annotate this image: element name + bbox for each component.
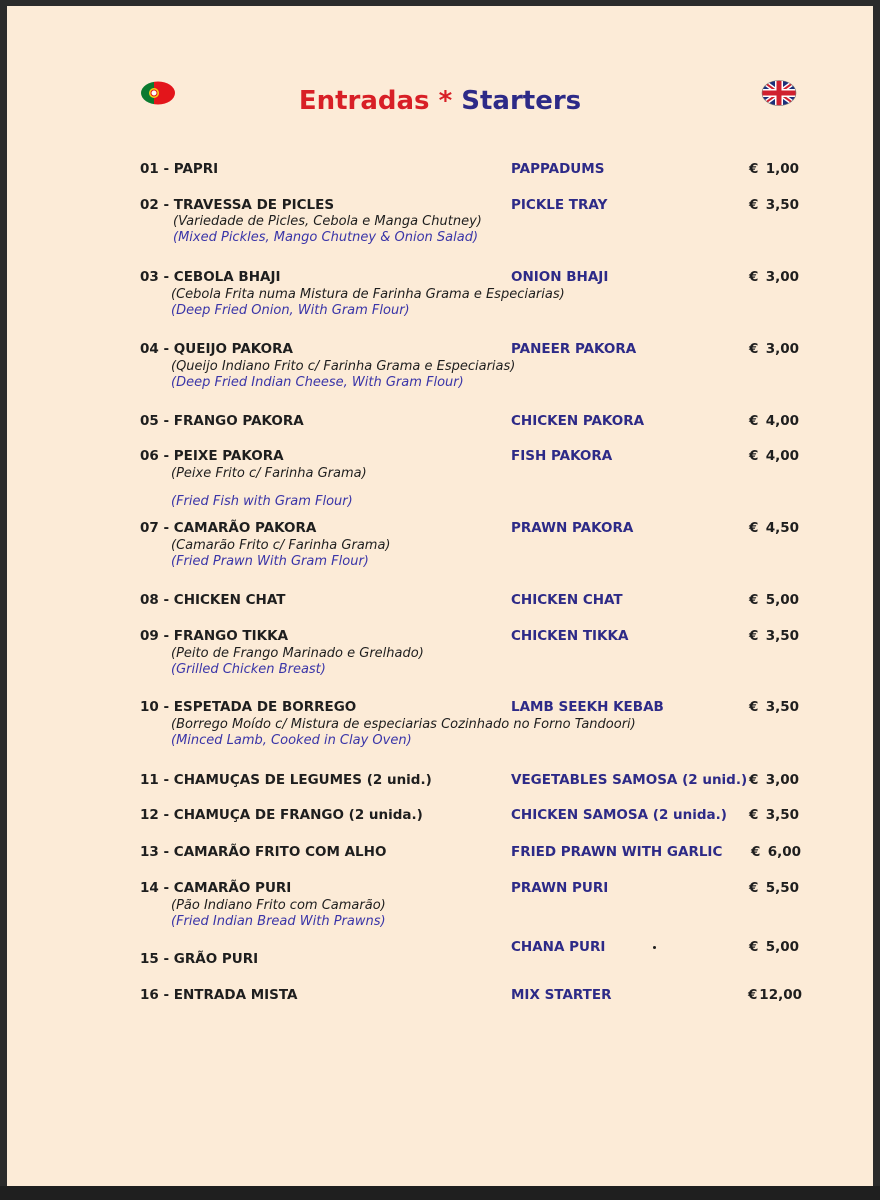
- currency-symbol: €: [751, 844, 761, 860]
- item-name-en: CHANA PURI: [511, 939, 606, 955]
- item-name-pt: 11 - CHAMUÇAS DE LEGUMES (2 unid.): [140, 772, 432, 788]
- price-amount: 4,00: [765, 413, 799, 429]
- item-name-pt: 16 - ENTRADA MISTA: [140, 987, 298, 1003]
- title-english: Starters: [461, 86, 582, 116]
- item-name-pt: 04 - QUEIJO PAKORA: [140, 341, 293, 357]
- item-name-pt: 03 - CEBOLA BHAJI: [140, 269, 281, 285]
- currency-symbol: €: [749, 520, 759, 536]
- stray-dot: [653, 946, 656, 949]
- item-name-en: LAMB SEEKH KEBAB: [511, 699, 664, 715]
- item-name-en: CHICKEN SAMOSA (2 unida.): [511, 807, 727, 823]
- item-description-en: (Grilled Chicken Breast): [171, 662, 326, 677]
- item-name-en: FISH PAKORA: [511, 448, 613, 464]
- menu-page: [7, 6, 873, 1186]
- item-description-en: (Minced Lamb, Cooked in Clay Oven): [171, 733, 412, 748]
- price-amount: 3,50: [765, 699, 799, 715]
- item-name-pt: 05 - FRANGO PAKORA: [140, 413, 304, 429]
- item-description-pt: (Borrego Moído c/ Mistura de especiarias Cozinhado no Forno Tandoori): [171, 717, 636, 732]
- item-name-en: VEGETABLES SAMOSA (2 unid.): [511, 772, 748, 788]
- item-name-en: CHICKEN PAKORA: [511, 413, 645, 429]
- price-amount: 4,50: [765, 520, 799, 536]
- item-description-en: (Mixed Pickles, Mango Chutney & Onion Salad): [173, 230, 479, 245]
- item-name-en: CHICKEN CHAT: [511, 592, 623, 608]
- item-name-en: MIX STARTER: [511, 987, 612, 1003]
- currency-symbol: €: [749, 341, 759, 357]
- currency-symbol: €: [749, 699, 759, 715]
- currency-symbol: €: [749, 448, 759, 464]
- item-description-en: (Deep Fried Onion, With Gram Flour): [171, 303, 410, 318]
- item-description-pt: (Peixe Frito c/ Farinha Grama): [171, 466, 367, 481]
- item-name-en: PAPPADUMS: [511, 161, 605, 177]
- currency-symbol: €: [749, 807, 759, 823]
- uk-flag-icon: [761, 80, 797, 106]
- currency-symbol: €: [748, 987, 758, 1003]
- currency-symbol: €: [749, 628, 759, 644]
- item-description-pt: (Camarão Frito c/ Farinha Grama): [171, 538, 391, 553]
- item-name-pt: 06 - PEIXE PAKORA: [140, 448, 284, 464]
- price-amount: 12,00: [759, 987, 802, 1003]
- price-amount: 3,50: [765, 197, 799, 213]
- bottom-edge: [0, 1186, 880, 1200]
- item-name-pt: 07 - CAMARÃO PAKORA: [140, 520, 317, 536]
- currency-symbol: €: [749, 592, 759, 608]
- currency-symbol: €: [749, 269, 759, 285]
- price-amount: 6,00: [767, 844, 801, 860]
- item-name-pt: 13 - CAMARÃO FRITO COM ALHO: [140, 844, 387, 860]
- item-name-en: CHICKEN TIKKA: [511, 628, 629, 644]
- price-amount: 5,00: [765, 592, 799, 608]
- item-description-en: (Fried Fish with Gram Flour): [171, 494, 353, 509]
- price-amount: 3,00: [765, 341, 799, 357]
- item-description-en: (Fried Prawn With Gram Flour): [171, 554, 369, 569]
- item-name-pt: 10 - ESPETADA DE BORREGO: [140, 699, 357, 715]
- price-amount: 4,00: [765, 448, 799, 464]
- item-description-pt: (Variedade de Picles, Cebola e Manga Chutney): [173, 214, 482, 229]
- item-description-en: (Fried Indian Bread With Prawns): [171, 914, 386, 929]
- item-description-pt: (Pão Indiano Frito com Camarão): [171, 898, 386, 913]
- price-amount: 3,00: [765, 269, 799, 285]
- item-description-pt: (Peito de Frango Marinado e Grelhado): [171, 646, 424, 661]
- currency-symbol: €: [749, 939, 759, 955]
- title-asterisk: *: [438, 86, 453, 116]
- item-name-en: PICKLE TRAY: [511, 197, 608, 213]
- price-amount: 3,00: [765, 772, 799, 788]
- item-name-en: PANEER PAKORA: [511, 341, 637, 357]
- item-name-pt: 01 - PAPRI: [140, 161, 219, 177]
- price-amount: 1,00: [765, 161, 799, 177]
- currency-symbol: €: [749, 772, 759, 788]
- price-amount: 3,50: [765, 807, 799, 823]
- currency-symbol: €: [749, 413, 759, 429]
- item-description-pt: (Cebola Frita numa Mistura de Farinha Grama e Especiarias): [171, 287, 565, 302]
- item-description-pt: (Queijo Indiano Frito c/ Farinha Grama e Especiarias): [171, 359, 516, 374]
- price-amount: 5,00: [765, 939, 799, 955]
- currency-symbol: €: [749, 161, 759, 177]
- menu-title: [7, 86, 873, 116]
- title-portuguese: Entradas: [298, 86, 430, 116]
- item-name-pt: 14 - CAMARÃO PURI: [140, 880, 292, 896]
- item-name-en: PRAWN PURI: [511, 880, 609, 896]
- item-name-pt: 08 - CHICKEN CHAT: [140, 592, 286, 608]
- item-name-pt: 12 - CHAMUÇA DE FRANGO (2 unida.): [140, 807, 423, 823]
- item-name-en: FRIED PRAWN WITH GARLIC: [511, 844, 723, 860]
- item-name-en: PRAWN PAKORA: [511, 520, 634, 536]
- item-name-pt: 09 - FRANGO TIKKA: [140, 628, 289, 644]
- item-name-en: ONION BHAJI: [511, 269, 609, 285]
- currency-symbol: €: [749, 880, 759, 896]
- price-amount: 5,50: [765, 880, 799, 896]
- item-description-en: (Deep Fried Indian Cheese, With Gram Flour): [171, 375, 464, 390]
- item-name-pt: 15 - GRÃO PURI: [140, 951, 259, 967]
- item-name-pt: 02 - TRAVESSA DE PICLES: [140, 197, 335, 213]
- currency-symbol: €: [749, 197, 759, 213]
- price-amount: 3,50: [765, 628, 799, 644]
